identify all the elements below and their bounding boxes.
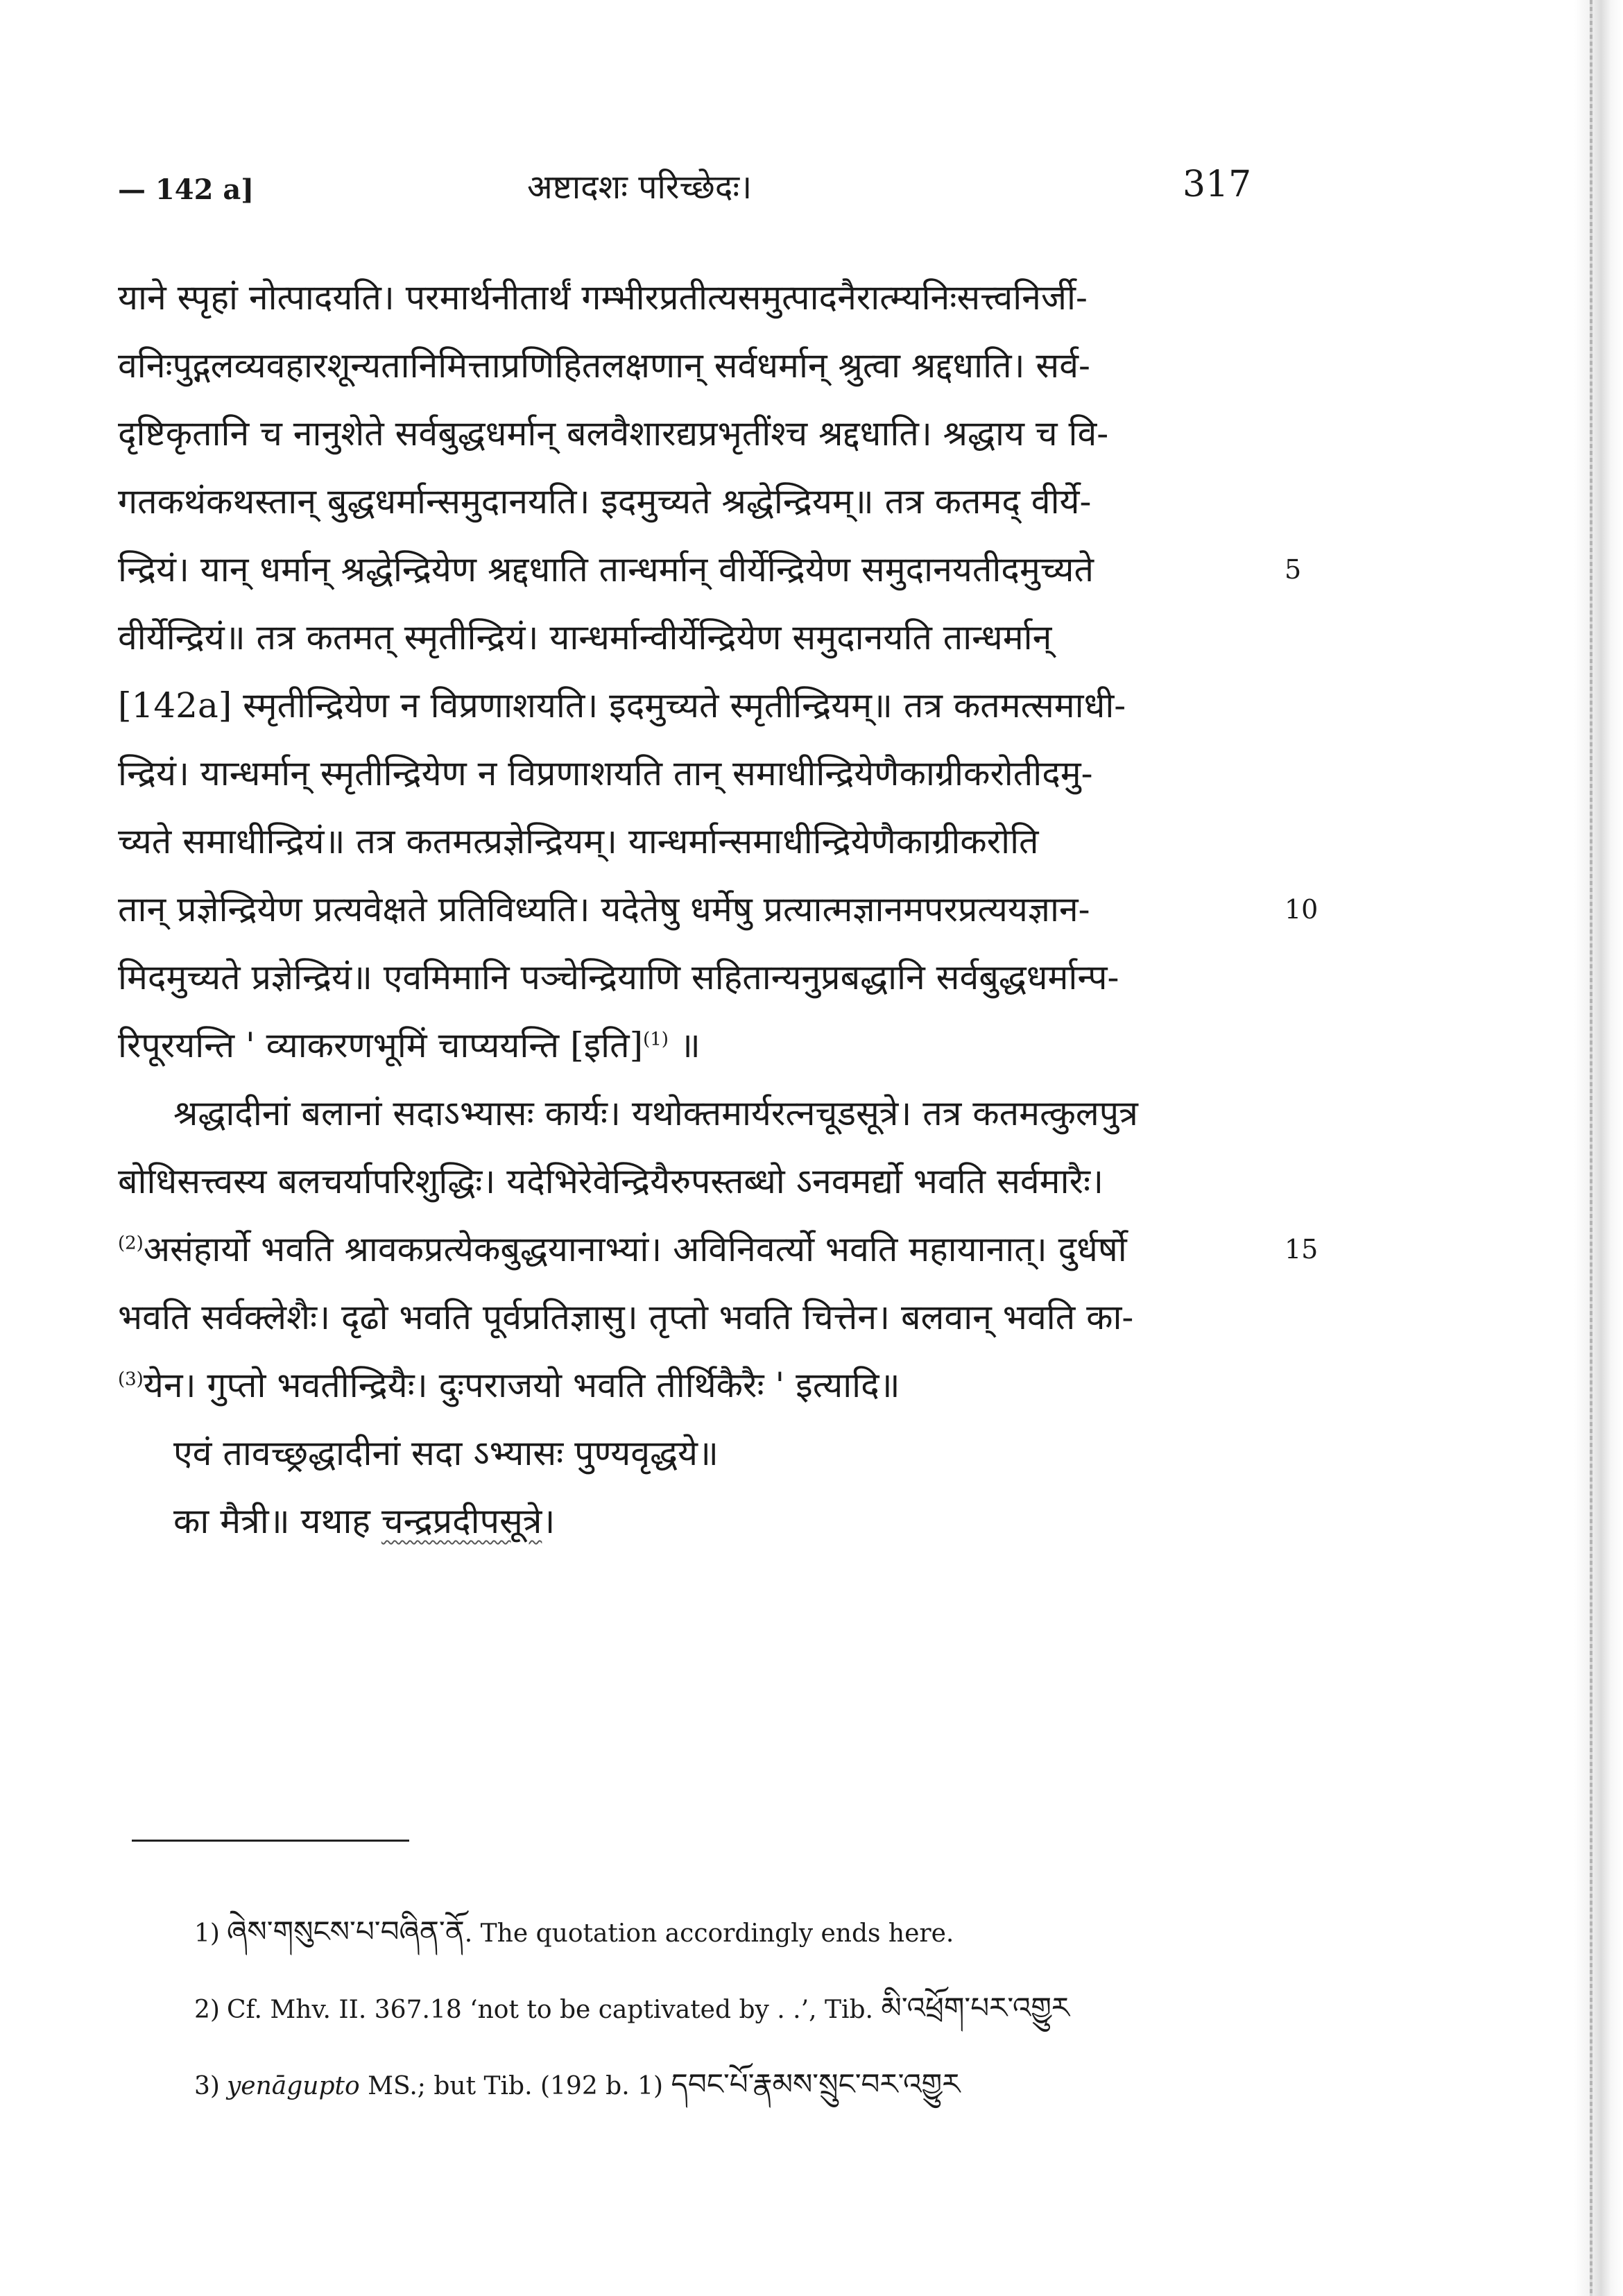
line-text: [142a] स्मृतीन्द्रियेण न विप्रणाशयति। इदमुच्यते स्मृतीन्द्रियम्॥ तत्र कतमत्समाधी- xyxy=(118,685,1126,726)
footnote-text: . The quotation accordingly ends here. xyxy=(464,1919,954,1948)
footnote-marker: (2) xyxy=(118,1233,144,1254)
text-line xyxy=(118,1351,1297,1419)
text-line xyxy=(118,1419,1297,1487)
running-header xyxy=(0,164,1623,219)
text-line xyxy=(118,875,1319,943)
footnote-number: 2) xyxy=(194,1996,220,2024)
page-number: 317 xyxy=(1183,164,1252,205)
line-text: मिदमुच्यते प्रज्ञेन्द्रियं॥ एवमिमानि पञ्चेन्द्रियाणि सहितान्यनुप्रबद्धानि सर्वबुद्धधर्मान्प- xyxy=(118,957,1119,997)
footnote xyxy=(194,1894,1304,1970)
footnote-marker: (1) xyxy=(643,1029,669,1050)
footnote-italic-text: yenāgupto xyxy=(226,2072,360,2100)
text-line xyxy=(118,468,1297,536)
chapter-title: अष्टादशः परिच्छेदः। xyxy=(527,168,753,207)
footnote xyxy=(194,2046,1304,2123)
text-line xyxy=(118,739,1297,807)
scan-binding-edge xyxy=(1574,0,1623,2296)
line-text: का मैत्री॥ यथाह चन्द्रप्रदीपसूत्रे। xyxy=(173,1501,556,1541)
line-text: वीर्येन्द्रियं॥ तत्र कतमत् स्मृतीन्द्रियं। यान्धर्मान्वीर्येन्द्रियेण समुदानयति तान्धर्मान् xyxy=(118,617,1052,658)
line-text-end: ॥ xyxy=(668,1025,701,1065)
sutra-title: चन्द्रप्रदीपसूत्रे xyxy=(381,1501,542,1541)
line-text: येन। गुप्तो भवतीन्द्रियैः। दुःपराजयो भवति तीर्थिकैरैः ' इत्यादि॥ xyxy=(143,1365,900,1405)
line-text: न्द्रियं। यान्धर्मान् स्मृतीन्द्रियेण न विप्रणाशयति तान् समाधीन्द्रियेणैकाग्रीकरोतीदमु- xyxy=(118,753,1093,794)
line-text: भवति सर्वक्लेशैः। दृढो भवति पूर्वप्रतिज्ञासु। तृप्तो भवति चित्तेन। बलवान् भवति का- xyxy=(118,1297,1134,1337)
line-text: याने स्पृहां नोत्पादयति। परमार्थनीतार्थं गम्भीरप्रतीत्यसमुत्पादनैरात्म्यनिःसत्त्वनिर्जी- xyxy=(118,277,1088,318)
tibetan-text: ཞེས་གསུངས་པ་བཞིན་ནོ xyxy=(226,1914,465,1948)
line-text: गतकथंकथस्तान् बुद्धधर्मान्समुदानयति। इदमुच्यते श्रद्धेन्द्रियम्॥ तत्र कतमद् वीर्ये- xyxy=(118,481,1092,522)
text-line xyxy=(118,1283,1297,1351)
line-text: रिपूरयन्ति ' व्याकरणभूमिं चाप्ययन्ति [इति] xyxy=(118,1025,644,1065)
footnote-rule xyxy=(132,1840,409,1842)
footnote-marker: (3) xyxy=(118,1369,144,1390)
line-text: एवं तावच्छ्रद्धादीनां सदा ऽभ्यासः पुण्यवृद्धये॥ xyxy=(173,1433,719,1473)
line-text: असंहार्यो भवति श्रावकप्रत्येकबुद्धयानाभ्यां। अविनिवर्त्यो भवति महायानात्। दुर्धर्षो xyxy=(143,1229,1127,1269)
footnotes xyxy=(194,1894,1304,2123)
tibetan-text: མི་འཕྲོག་པར་འགྱུར xyxy=(881,1991,1070,2025)
line-text: वनिःपुद्गलव्यवहारशून्यतानिमित्ताप्रणिहितलक्षणान् सर्वधर्मान् श्रुत्वा श्रद्दधाति। सर्व- xyxy=(118,345,1090,386)
line-text: तान् प्रज्ञेन्द्रियेण प्रत्यवेक्षते प्रतिविध्यति। यदेतेषु धर्मेषु प्रत्यात्मज्ञानमपरप्रत्ययज्ञान- xyxy=(118,889,1090,929)
line-number: 15 xyxy=(1285,1234,1319,1265)
text-line xyxy=(118,807,1297,875)
footnote-number: 3) xyxy=(194,2072,220,2100)
line-text: बोधिसत्त्वस्य बलचर्यापरिशुद्धिः। यदेभिरेवेन्द्रियैरुपस्तब्धो ऽनवमर्द्यो भवति सर्वमारैः। xyxy=(118,1161,1104,1201)
text-line xyxy=(118,1487,1297,1555)
footnote-text: MS.; but Tib. (192 b. 1) xyxy=(359,2072,664,2100)
line-text: न्द्रियं। यान् धर्मान् श्रद्धेन्द्रियेण श्रद्दधाति तान्धर्मान् वीर्येन्द्रियेण समुदानयतीदमुच्यते xyxy=(118,549,1094,590)
footnote-number: 1) xyxy=(194,1919,220,1948)
footnote-text: Cf. Mhv. II. 367.18 ‘not to be captivated by . .’, Tib. xyxy=(226,1996,873,2024)
text-line xyxy=(118,1147,1297,1215)
text-line xyxy=(118,1079,1297,1147)
line-number: 5 xyxy=(1285,554,1302,585)
text-line xyxy=(118,332,1297,400)
text-line xyxy=(118,400,1297,468)
line-number: 10 xyxy=(1285,894,1319,925)
main-text xyxy=(118,264,1319,1555)
header-reference: — 142 a] xyxy=(118,173,255,206)
text-line xyxy=(118,264,1297,332)
text-line xyxy=(118,603,1297,671)
line-text: श्रद्धादीनां बलानां सदाऽभ्यासः कार्यः। यथोक्तमार्यरत्नचूडसूत्रे। तत्र कतमत्कुलपुत्र xyxy=(173,1093,1138,1133)
line-text: च्यते समाधीन्द्रियं॥ तत्र कतमत्प्रज्ञेन्द्रियम्। यान्धर्मान्समाधीन्द्रियेणैकाग्रीकरोति xyxy=(118,821,1039,862)
text-line xyxy=(118,943,1297,1011)
text-line xyxy=(118,671,1297,739)
line-text: दृष्टिकृतानि च नानुशेते सर्वबुद्धधर्मान् बलवैशारद्यप्रभृतींश्च श्रद्दधाति। श्रद्धाय च वि- xyxy=(118,413,1109,454)
footnote xyxy=(194,1970,1304,2046)
text-line xyxy=(118,1215,1319,1283)
text-line xyxy=(118,536,1302,603)
text-line xyxy=(118,1011,1297,1079)
tibetan-text: དབང་པོ་རྣམས་སྲུང་བར་འགྱུར xyxy=(671,2067,961,2101)
